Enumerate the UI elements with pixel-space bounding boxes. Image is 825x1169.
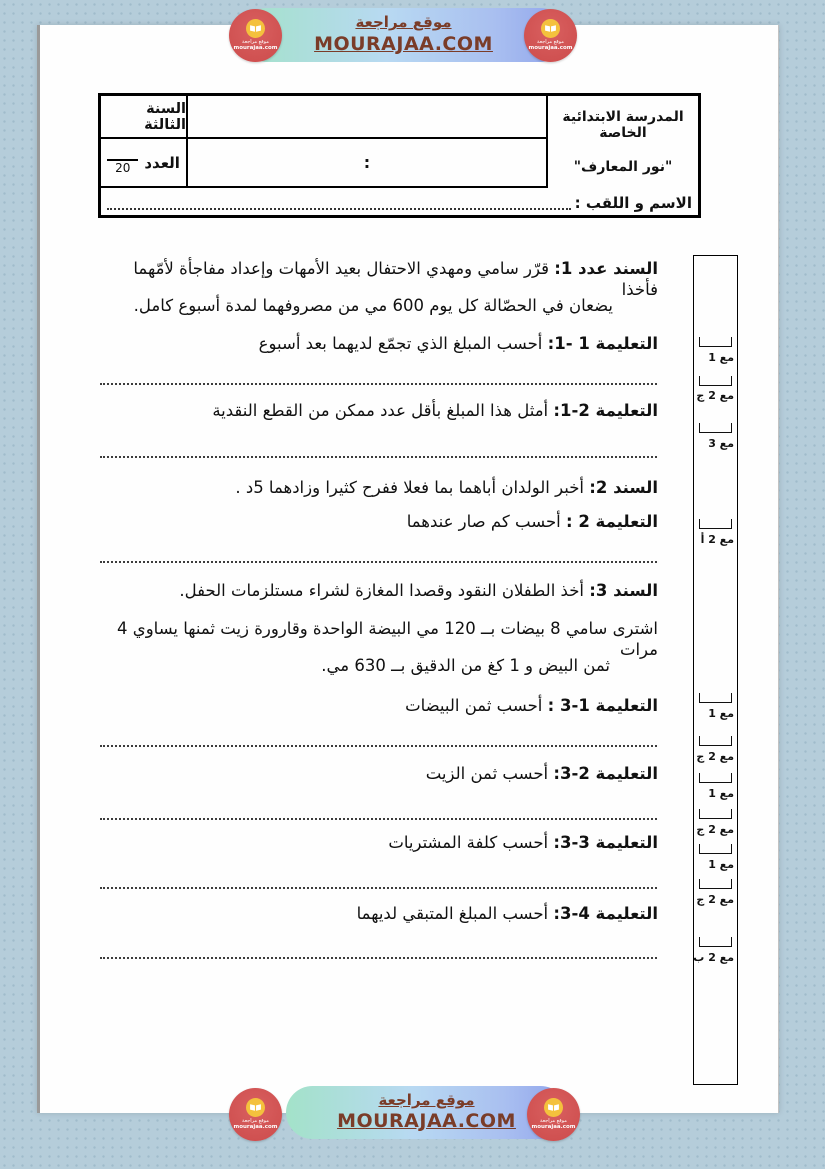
badge-site-url: mourajaa.com: [233, 45, 278, 52]
score-mark-label: مع 1: [708, 707, 734, 720]
banner-title-link: MOURAJAA.COM: [337, 1110, 516, 1133]
book-icon: [541, 19, 560, 38]
instruction-3-3-text: أحسب كلفة المشتريات: [388, 833, 549, 852]
school-name-line2: "نور المعارف": [573, 159, 673, 175]
instruction-3-3: [98, 833, 658, 854]
instruction-1-1-label: التعليمة 1 -1:: [547, 334, 658, 353]
instruction-1-2-label: التعليمة 2-1:: [553, 401, 658, 420]
badge-site-url: mourajaa.com: [531, 1124, 576, 1131]
badge-site-arabic: موقع مراجعة: [537, 38, 564, 45]
instruction-1-2-text: أمثل هذا المبلغ بأقل عدد ممكن من القطع النقدية: [212, 401, 549, 420]
header-table: [98, 93, 701, 218]
book-icon: [544, 1098, 563, 1117]
exercise-1-heading: [98, 259, 658, 300]
score-bracket: [699, 736, 732, 746]
banner-title-link: MOURAJAA.COM: [314, 32, 493, 55]
banner-title-arabic: موقع مراجعة: [355, 13, 452, 32]
score-mark-label: مع 2 ج: [696, 389, 734, 402]
instruction-3-3-label: التعليمة 3-3:: [553, 833, 658, 852]
score-mark-label: مع 1: [708, 351, 734, 364]
badge-site-arabic: موقع مراجعة: [242, 1117, 269, 1124]
mourajaa-banner-bottom: [286, 1086, 567, 1139]
answer-line: [100, 561, 657, 563]
score-bracket: [699, 773, 732, 783]
instruction-3-4-text: أحسب المبلغ المتبقي لديهما: [356, 904, 549, 923]
exercise-3-text-line2: اشترى سامي 8 بيضات بــ 120 مي البيضة الواحدة وقارورة زيت ثمنها يساوي 4 مرات: [117, 619, 658, 659]
mourajaa-badge-bottom-right: [527, 1088, 580, 1141]
exercise-1-text-line2: يضعان في الحصّالة كل يوم 600 مي من مصروفهما لمدة أسبوع كامل.: [133, 296, 613, 315]
answer-line: [100, 745, 657, 747]
answer-line: [100, 818, 657, 820]
header-colon-cell: [188, 139, 546, 188]
mourajaa-badge-top-left: [229, 9, 282, 62]
mourajaa-banner-top: [240, 8, 567, 62]
instruction-3-1: [98, 696, 658, 717]
exercise-2-text: أخبر الولدان أباهما بما فعلا ففرح كثيرا وزادهما 5د .: [235, 478, 584, 497]
colon-separator: :: [363, 153, 371, 172]
school-name-cell: [546, 96, 698, 188]
score-mark-label: مع 1: [708, 787, 734, 800]
answer-line: [100, 383, 657, 385]
score-total: 20: [107, 159, 138, 175]
score-mark-label: مع 2 ج: [696, 750, 734, 763]
grade-cell: [101, 96, 188, 139]
instruction-1-1: [98, 334, 658, 355]
score-bracket: [699, 879, 732, 889]
score-mark-label: مع 2 ج: [696, 823, 734, 836]
exercise-3-text: أخذ الطفلان النقود وقصدا المغازة لشراء مستلزمات الحفل.: [179, 581, 584, 600]
name-dotted-line: [107, 196, 571, 210]
answer-line: [100, 456, 657, 458]
instruction-3-1-label: التعليمة 1-3 :: [547, 696, 658, 715]
score-mark-label: مع 2 أ: [700, 533, 734, 546]
instruction-2: [98, 512, 658, 533]
grade-label: السنة الثالثة: [144, 100, 186, 133]
answer-line: [100, 887, 657, 889]
instruction-1-1-text: أحسب المبلغ الذي تجمّع لديهما بعد أسبوع: [258, 334, 543, 353]
score-bracket: [699, 337, 732, 347]
score-bracket: [699, 423, 732, 433]
exercise-2-label: السند 2:: [589, 478, 658, 497]
badge-site-url: mourajaa.com: [233, 1124, 278, 1131]
instruction-3-4-label: التعليمة 4-3:: [553, 904, 658, 923]
book-icon: [246, 1098, 265, 1117]
name-row: [101, 188, 698, 218]
score-fraction: [107, 159, 138, 175]
book-icon: [246, 19, 265, 38]
answer-line: [100, 957, 657, 959]
header-empty-cell: [188, 96, 546, 139]
score-bracket: [699, 519, 732, 529]
instruction-3-2-text: أحسب ثمن الزيت: [425, 764, 549, 783]
score-mark-label: مع 1: [708, 858, 734, 871]
score-column: [693, 255, 738, 1085]
score-mark-label: مع 2 ج: [696, 893, 734, 906]
exercise-1-label: السند عدد 1:: [554, 259, 658, 278]
instruction-3-2: [98, 764, 658, 785]
exercise-3-text-line3: ثمن البيض و 1 كغ من الدقيق بــ 630 مي.: [321, 656, 610, 675]
score-bracket: [699, 937, 732, 947]
score-bracket: [699, 844, 732, 854]
instruction-1-2: [98, 401, 658, 422]
score-label: العدد: [144, 153, 180, 172]
mourajaa-badge-top-right: [524, 9, 577, 62]
score-mark-label: مع 2 ب: [693, 951, 734, 964]
instruction-3-2-label: التعليمة 2-3:: [553, 764, 658, 783]
mourajaa-badge-bottom-left: [229, 1088, 282, 1141]
name-label: الاسم و اللقب :: [574, 194, 692, 212]
exercise-3-label: السند 3:: [589, 581, 658, 600]
badge-site-arabic: موقع مراجعة: [540, 1117, 567, 1124]
instruction-2-text: أحسب كم صار عندهما: [406, 512, 561, 531]
score-cell: [101, 139, 188, 188]
instruction-2-label: التعليمة 2 :: [565, 512, 658, 531]
exercise-3-heading: [98, 581, 658, 602]
exercise-2-heading: [98, 478, 658, 499]
school-name-line1: المدرسة الابتدائية الخاصة: [562, 109, 684, 141]
instruction-3-4: [98, 904, 658, 925]
score-mark-label: مع 3: [708, 437, 734, 450]
banner-title-arabic: موقع مراجعة: [378, 1090, 475, 1109]
exercise-1-text: قرّر سامي ومهدي الاحتفال بعيد الأمهات وإعداد مفاجأة لأمّهما فأخذا: [133, 259, 658, 299]
instruction-3-1-text: أحسب ثمن البيضات: [405, 696, 543, 715]
badge-site-url: mourajaa.com: [528, 45, 573, 52]
score-bracket: [699, 809, 732, 819]
score-bracket: [699, 376, 732, 386]
badge-site-arabic: موقع مراجعة: [242, 38, 269, 45]
score-bracket: [699, 693, 732, 703]
